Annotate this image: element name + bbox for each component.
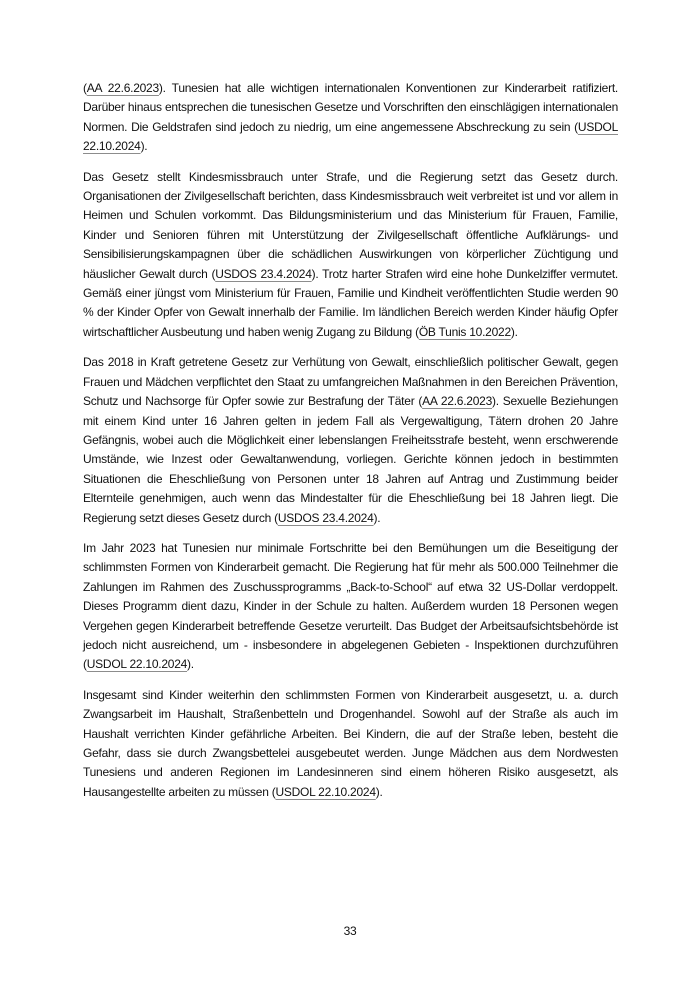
paragraph-text: ). (187, 657, 194, 672)
paragraph-gewaltschutzgesetz (83, 353, 618, 528)
paragraph-text: Das 2018 in Kraft getretene Gesetz zur Verhütung von Gewalt, einschließlich politischer Gewalt, gegen Frauen und Mädchen verpflichtet den Staat zu umfangreichen Maßnahmen in den Bereichen Prävention, Schutz und Nachsorge für Opfer sowie zur Bestrafung der Täter ( (83, 355, 618, 409)
body-text (83, 79, 618, 813)
paragraph-text: Insgesamt sind Kinder weiterhin den schlimmsten Formen von Kinderarbeit ausgesetzt, u. a. durch Zwangsarbeit im Haushalt, Straßenbetteln und Drogenhandel. Sowohl auf der Straße als auch im Haushalt verrichten Kinder gefährliche Arbeiten. Bei Kindern, die auf der Straße leben, besteht die Gefahr, dass sie durch Zwangsbettelei ausgebeutet werden. Junge Mädchen aus dem Nordwesten Tunesiens und anderen Regionen im Landesinneren sind einem höheren Risiko ausgesetzt, als Hausangestellte arbeiten zu müssen ( (83, 687, 618, 799)
citation-link-usdos-2342024[interactable]: USDOS 23.4.2024 (277, 510, 374, 525)
paragraph-kinderarbeit-fortschritte (83, 539, 618, 675)
paragraph-ratification (83, 79, 618, 157)
paragraph-text: ). Trotz harter Strafen wird eine hohe Dunkelziffer vermutet. Gemäß einer jüngst vom Ministerium für Frauen, Familie und Kindheit veröffentlichten Studie werden 90 % der Kinder Opfer von Gewalt innerhalb der Familie. Im ländlichen Bereich werden Kinder häufig Opfer wirtschaftlicher Ausbeutung und haben wenig Zugang zu Bildung ( (83, 266, 618, 339)
citation-link-usdol-22102024[interactable]: USDOL 22.10.2024 (83, 119, 618, 154)
paragraph-text: Im Jahr 2023 hat Tunesien nur minimale Fortschritte bei den Bemühungen um die Beseitigung der schlimmsten Formen von Kinderarbeit gemacht. Die Regierung hat für mehr als 500.000 Teilnehmer die Zahlungen im Rahmen des Zuschussprogramms „Back-to-School“ auf etwa 32 US-Dollar verdoppelt. Dieses Programm dient dazu, Kinder in der Schule zu halten. Außerdem wurden 18 Personen wegen Vergehen gegen Kinderarbeit betreffende Gesetze verurteilt. Das Budget der Arbeitsaufsichtsbehörde ist jedoch nicht ausreichend, um - insbesondere in abgelegenen Gebieten - Inspektionen durchzuführen ( (83, 540, 618, 672)
citation-link-oeb-tunis-102022[interactable]: ÖB Tunis 10.2022 (418, 324, 511, 339)
paragraph-text: ). Sexuelle Beziehungen mit einem Kind unter 16 Jahren gelten in jedem Fall als Vergewaltigung, Tätern drohen 20 Jahre Gefängnis, wobei auch die Möglichkeit einer lebenslangen Freiheitsstrafe besteht, wenn erschwerende Umstände, wie Inzest oder Gewaltanwendung, vorliegen. Gerichte können jedoch in bestimmten Situationen die Eheschließung von Personen unter 18 Jahren auf Antrag und Zustimmung beider Elternteile genehmigen, auch wenn das Mindestalter für die Eheschließung bei 18 Jahren liegt. Die Regierung setzt dieses Gesetz durch ( (83, 394, 618, 525)
paragraph-text: ). (373, 510, 381, 525)
citation-link-aa-2262023[interactable]: AA 22.6.2023 (422, 394, 492, 409)
citation-link-usdol-22102024[interactable]: USDOL 22.10.2024 (86, 657, 188, 672)
paragraph-text: ). (375, 784, 383, 799)
paragraph-text: ). (510, 324, 518, 339)
citation-link-aa-2262023[interactable]: AA 22.6.2023 (86, 81, 159, 95)
paragraph-kinderarbeit-risiken (83, 686, 618, 802)
paragraph-text: Das Gesetz stellt Kindesmissbrauch unter Strafe, und die Regierung setzt das Gesetz durch. Organisationen der Zivilgesellschaft berichten, dass Kindesmissbrauch weit verbreitet ist und vor allem in Heimen und Schulen vorkommt. Das Bildungsministerium und das Ministerium für Frauen, Familie, Kinder und Senioren führen mit Unterstützung der Zivilgesellschaft öffentliche Aufklärungs- und Sensibilisierungskampagnen über die schädlichen Auswirkungen von körperlicher Züchtigung und häuslicher Gewalt durch ( (83, 169, 618, 281)
page-number: 33 (343, 924, 357, 938)
paragraph-text: ). (140, 139, 148, 154)
paragraph-text: ). Tunesien hat alle wichtigen internationalen Konventionen zur Kinderarbeit ratifiziert. Darüber hinaus entsprechen die tunesischen Gesetze und Vorschriften den einschlägigen internationalen Normen. Die Geldstrafen sind jedoch zu niedrig, um eine angemessene Abschreckung zu sein ( (83, 81, 618, 134)
citation-link-usdos-2342024[interactable]: USDOS 23.4.2024 (215, 266, 312, 281)
citation-link-usdol-22102024[interactable]: USDOL 22.10.2024 (275, 784, 376, 799)
paragraph-kindesmissbrauch (83, 168, 618, 343)
paragraph-text: ( (83, 81, 87, 95)
